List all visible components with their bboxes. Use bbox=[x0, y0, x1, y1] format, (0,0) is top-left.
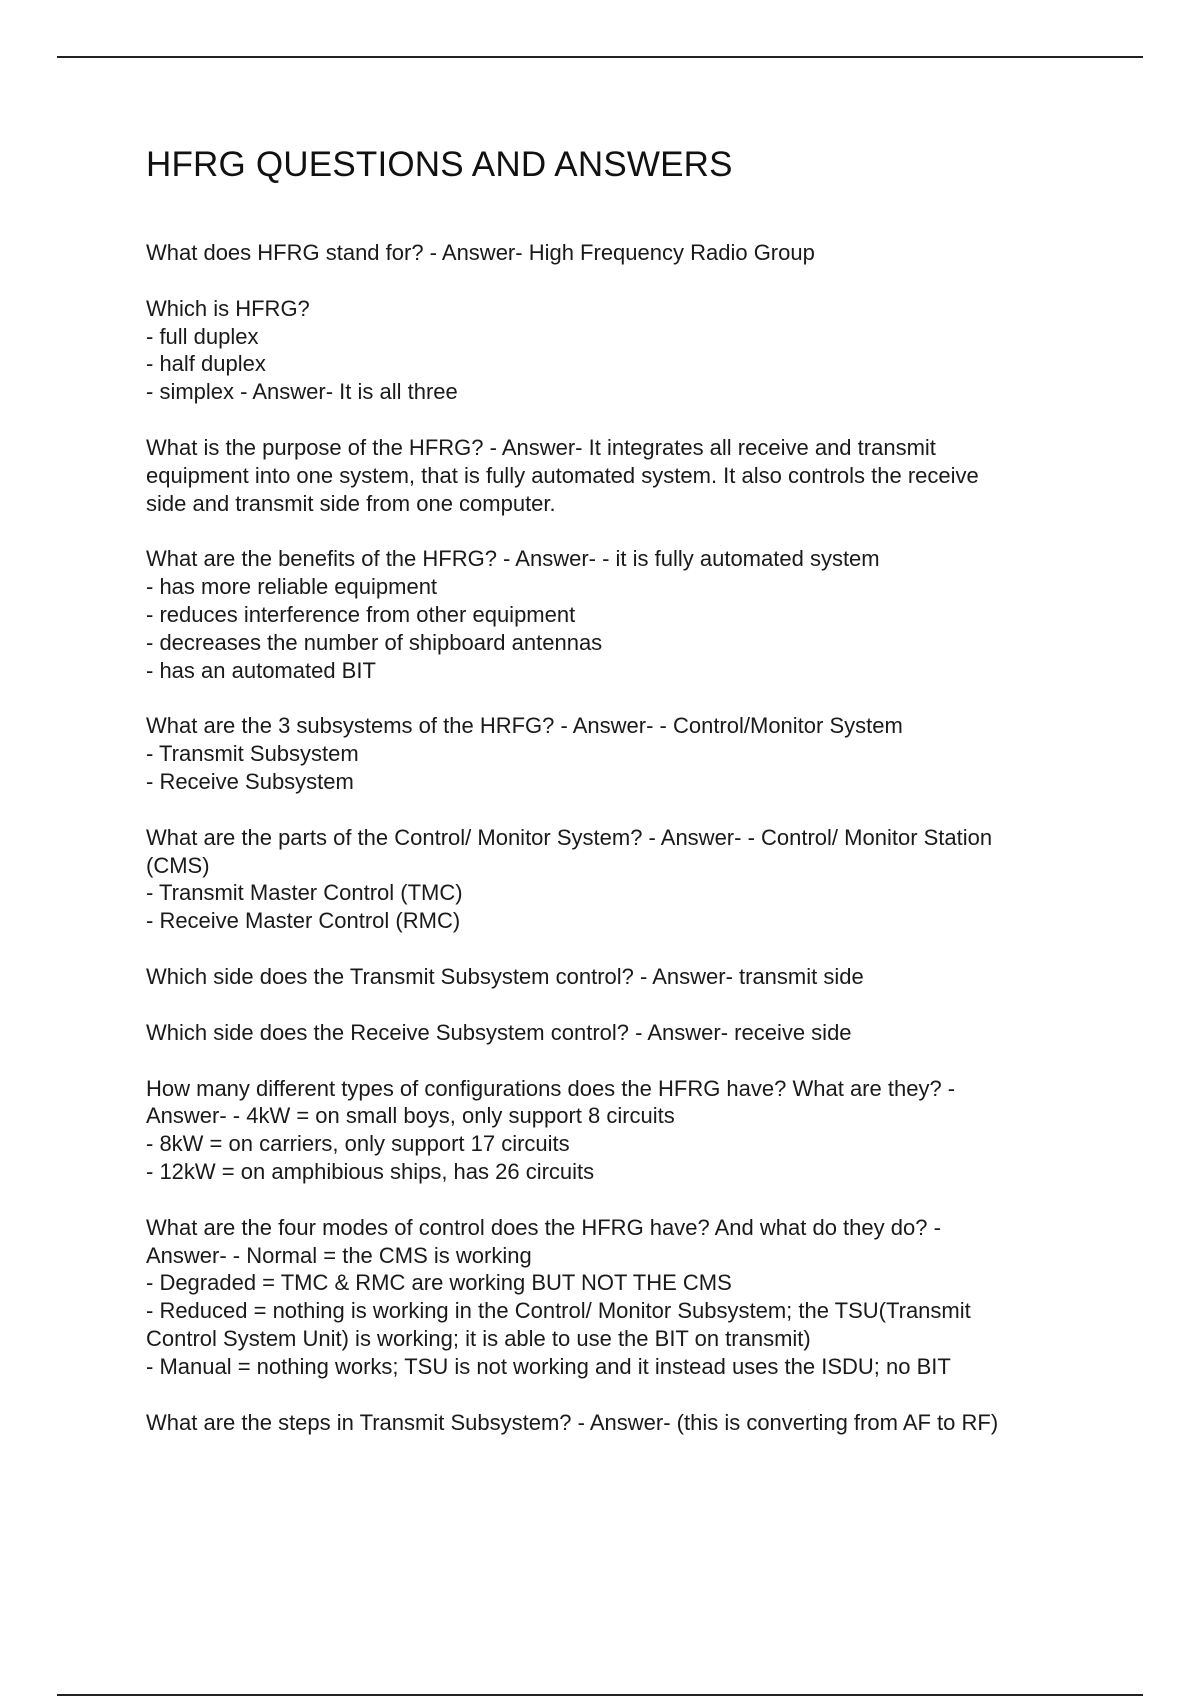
document-body bbox=[146, 143, 1106, 1436]
qa-item: Which side does the Transmit Subsystem control? - Answer- transmit side bbox=[146, 963, 864, 989]
qa-item: What does HFRG stand for? - Answer- High Frequency Radio Group bbox=[146, 240, 815, 265]
top-divider bbox=[57, 56, 1143, 58]
qa-item: What are the four modes of control does the HFRG have? And what do they do? - Answer- - Normal = the CMS is working - Degraded = TMC & RMC are working BUT NOT THE CMS - Reduced = nothing is working in the Control/ Monitor Subsystem; the TSU(Transmit Control System Unit) is working; it is able to use the BIT on transmit) - Manual = nothing works; TSU is not working and it instead uses the ISDU; no BIT bbox=[146, 1214, 971, 1379]
qa-item: Which is HFRG? - full duplex - half duplex - simplex - Answer- It is all three bbox=[146, 295, 458, 405]
qa-item: What are the parts of the Control/ Monitor System? - Answer- - Control/ Monitor Station (CMS) - Transmit Master Control (TMC) - Receive Master Control (RMC) bbox=[146, 824, 993, 934]
qa-item: How many different types of configurations does the HFRG have? What are they? - Answer- - 4kW = on small boys, only support 8 circuits - 8kW = on carriers, only support 17 circuits - 12kW = on amphibious ships, has 26 circuits bbox=[146, 1075, 956, 1184]
qa-item: What are the benefits of the HFRG? - Answer- - it is fully automated system - has more reliable equipment - reduces interference from other equipment - decreases the number of shipboard antennas - has an automated BIT bbox=[146, 546, 880, 683]
qa-item: What are the 3 subsystems of the HRFG? - Answer- - Control/Monitor System - Transmit Subsystem - Receive Subsystem bbox=[146, 713, 903, 794]
qa-item: What are the steps in Transmit Subsystem? - Answer- (this is converting from AF to RF) bbox=[146, 1409, 999, 1435]
qa-item: What is the purpose of the HFRG? - Answer- It integrates all receive and transmit equipment into one system, that is fully automated system. It also controls the receive side and transmit side from one computer. bbox=[146, 434, 979, 516]
bottom-divider bbox=[57, 1694, 1143, 1696]
qa-list bbox=[146, 239, 1106, 1436]
qa-item: Which side does the Receive Subsystem control? - Answer- receive side bbox=[146, 1019, 852, 1045]
document-title: HFRG QUESTIONS AND ANSWERS bbox=[146, 145, 733, 184]
